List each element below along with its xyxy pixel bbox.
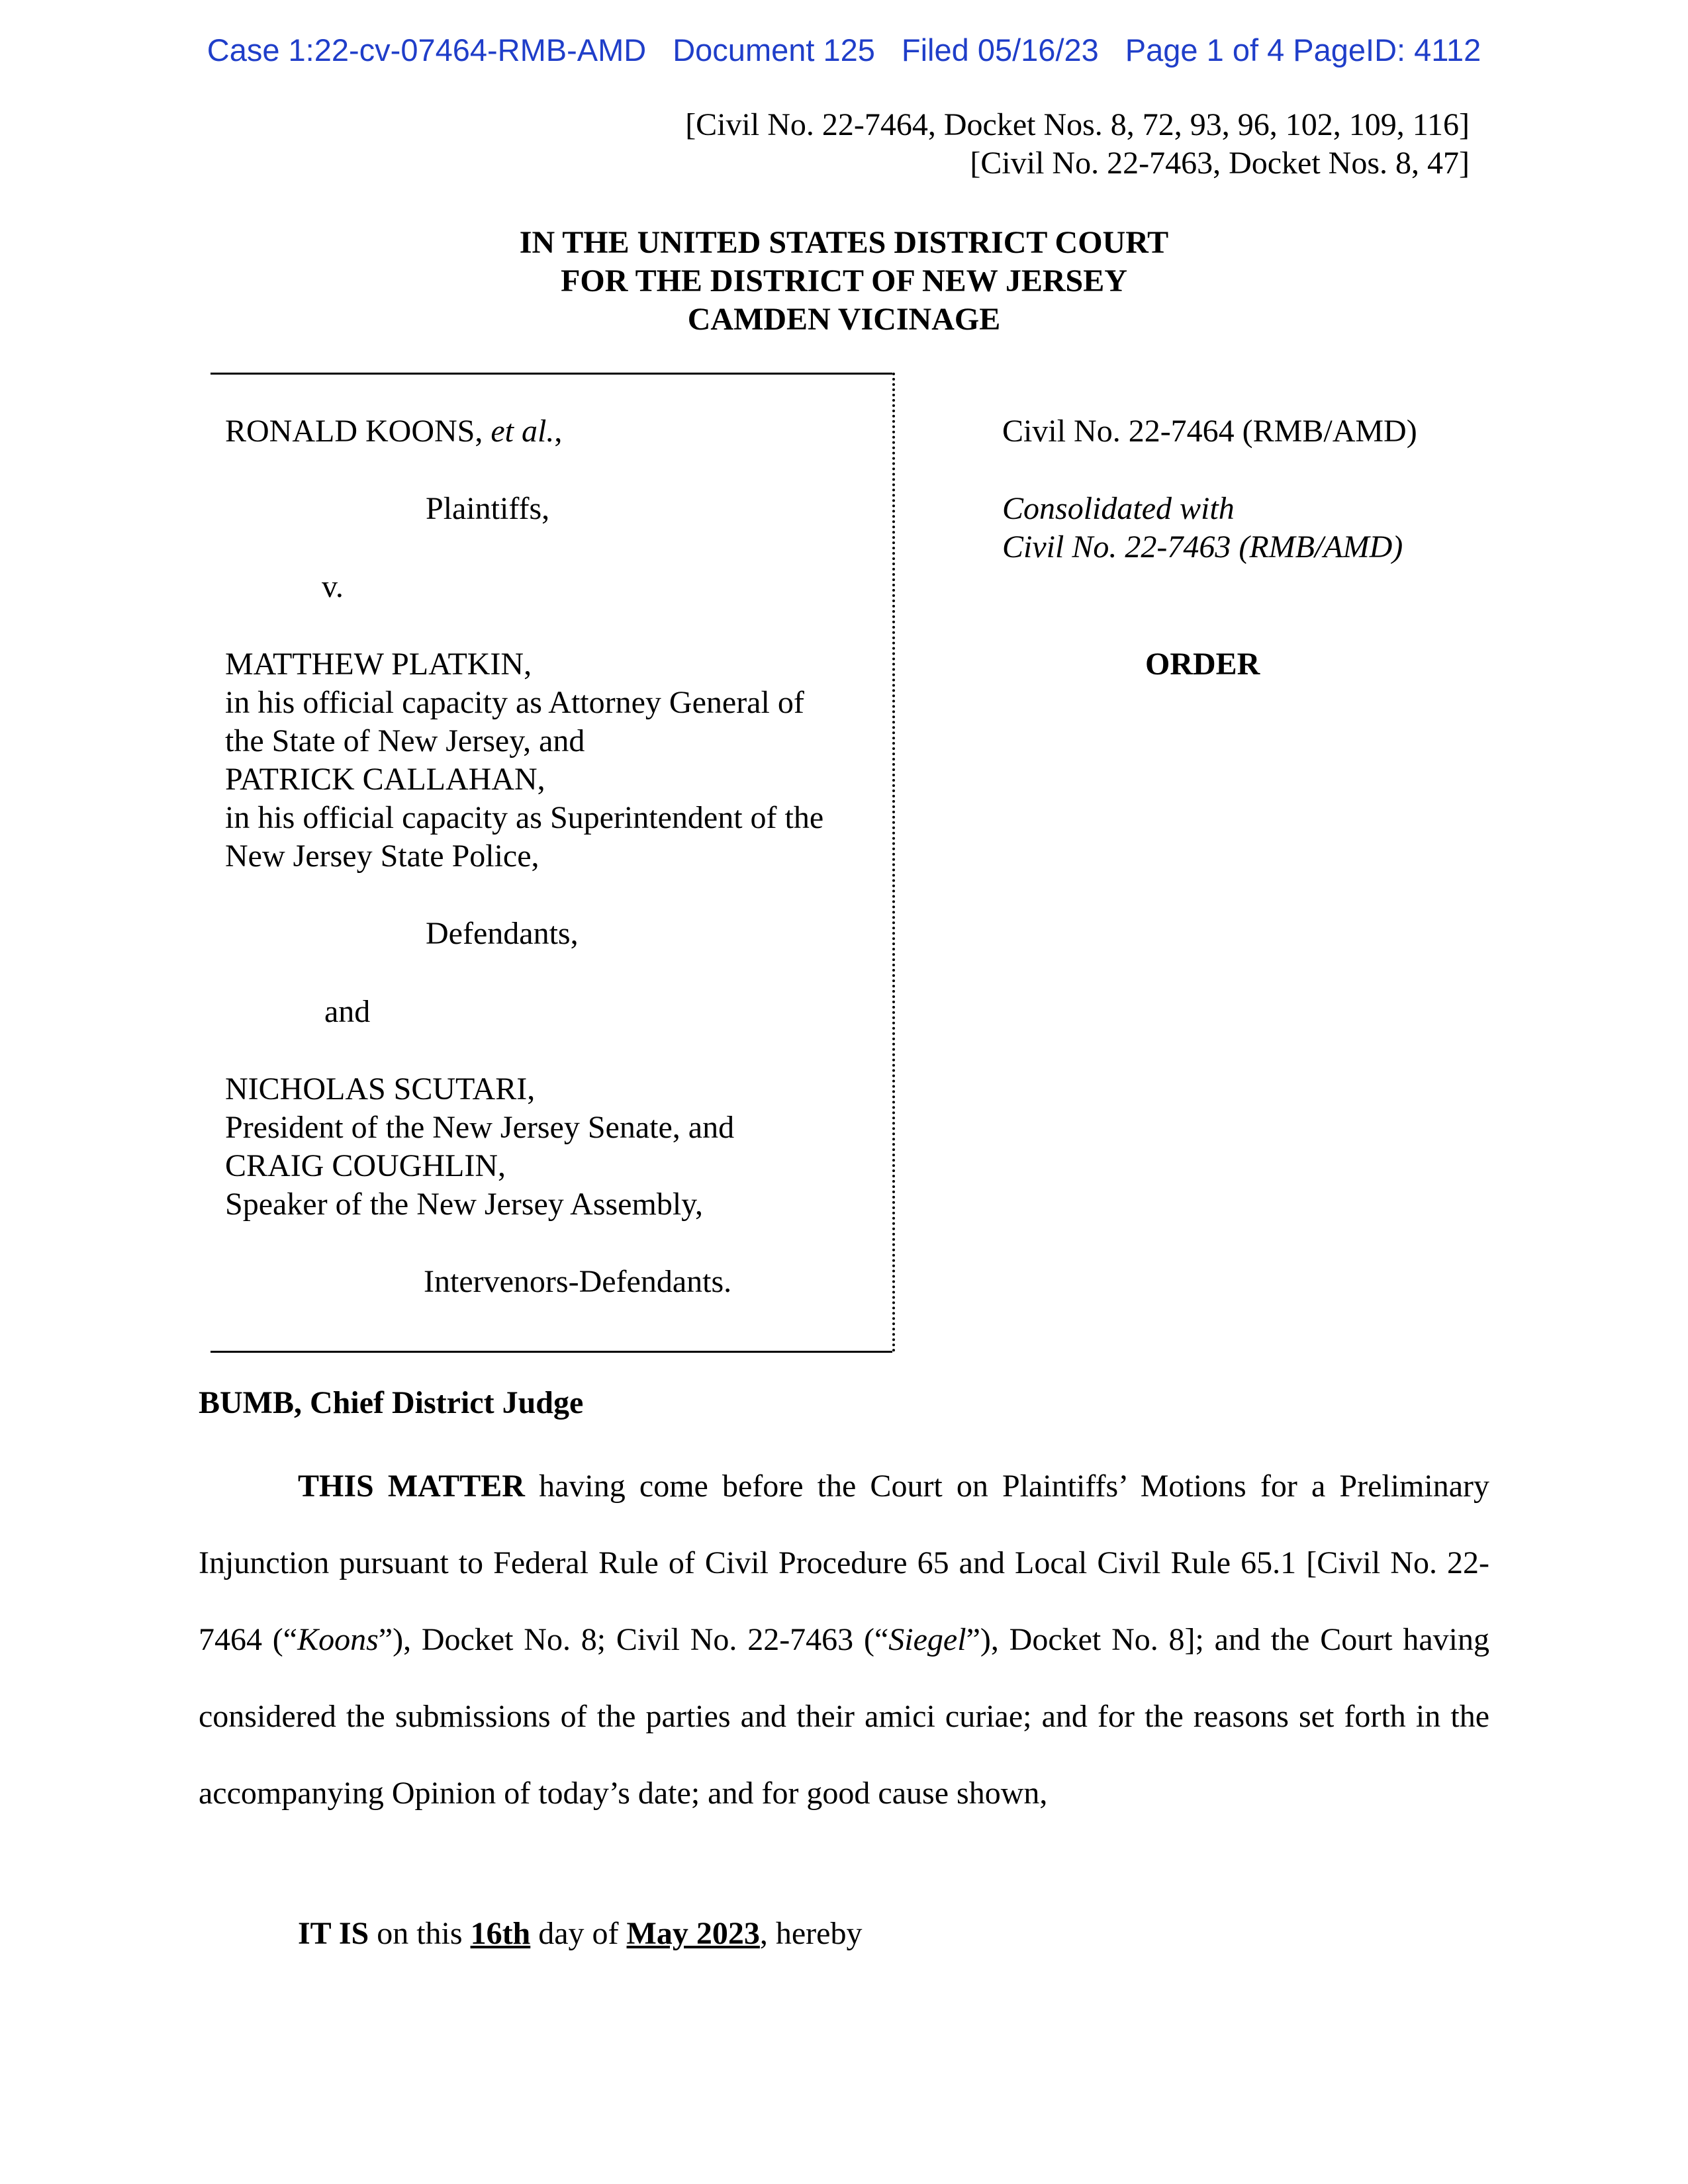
versus: v. — [322, 569, 344, 604]
consolidated-with: Consolidated with — [1002, 491, 1235, 526]
defendants-label: Defendants, — [426, 916, 579, 951]
order-month-year: May 2023 — [626, 1916, 760, 1951]
docket-ref-line: [Civil No. 22-7464, Docket Nos. 8, 72, 93, 96, 102, 109, 116] — [685, 107, 1470, 142]
intervenor-name: NICHOLAS SCUTARI, — [225, 1071, 536, 1107]
defendant-role: New Jersey State Police, — [225, 839, 539, 874]
ecf-header — [0, 32, 1688, 68]
defendant-role: in his official capacity as Attorney General of — [225, 685, 804, 720]
defendant-name: MATTHEW PLATKIN, — [225, 647, 532, 682]
plaintiff-name: RONALD KOONS, et al., — [225, 414, 563, 449]
court-caption — [0, 224, 1688, 339]
defendant-role: in his official capacity as Superintendent of the — [225, 800, 824, 835]
defendant-name: PATRICK CALLAHAN, — [225, 762, 545, 797]
judge-signature-line: BUMB, Chief District Judge — [199, 1385, 584, 1420]
intervenors-label: Intervenors-Defendants. — [424, 1264, 732, 1299]
ecf-page-info: Page 1 of 4 PageID: 4112 — [1125, 32, 1481, 68]
court-line: IN THE UNITED STATES DISTRICT COURT — [519, 225, 1169, 260]
intervenor-name: CRAIG COUGHLIN, — [225, 1148, 506, 1183]
ecf-case-number: Case 1:22-cv-07464-RMB-AMD — [207, 32, 647, 68]
order-body: THIS MATTER having come before the Court on Plaintiffs’ Motions for a Preliminary Injunction pursuant to Federal Rule of Civil Procedure 65 and Local Civil Rule 65.1 [Civil No. 22-7464 (“Koons”), Docket No. 8; Civil No. 22-7463 (“Siegel”), Docket No. 8]; and the Court having considered the submissions of the parties and their amici curiae; and for the reasons set forth in the accompanying Opinion of today’s date; and for good cause shown, — [199, 1469, 1490, 1811]
court-line: CAMDEN VICINAGE — [687, 302, 1001, 337]
docket-references — [685, 106, 1470, 183]
intervenor-role: President of the New Jersey Senate, and — [225, 1110, 735, 1145]
koons-short-name: Koons — [297, 1622, 379, 1657]
and-connector: and — [324, 994, 371, 1029]
defendant-role: the State of New Jersey, and — [225, 723, 585, 758]
this-matter-lead: THIS MATTER — [298, 1469, 525, 1504]
docket-ref-line: [Civil No. 22-7463, Docket Nos. 8, 47] — [970, 146, 1470, 181]
et-al: et al. — [491, 414, 555, 449]
order-day: 16th — [470, 1916, 531, 1951]
it-is-lead: IT IS — [298, 1916, 369, 1951]
intervenor-role: Speaker of the New Jersey Assembly, — [225, 1187, 704, 1222]
civil-number: Civil No. 22-7464 (RMB/AMD) — [1002, 414, 1417, 449]
ecf-filed-date: Filed 05/16/23 — [901, 32, 1099, 68]
consolidated-civil-number: Civil No. 22-7463 (RMB/AMD) — [1002, 529, 1403, 565]
ecf-document-number: Document 125 — [673, 32, 875, 68]
siegel-short-name: Siegel — [888, 1622, 966, 1657]
plaintiffs-label: Plaintiffs, — [426, 491, 550, 526]
order-title: ORDER — [1145, 647, 1260, 682]
it-is-line: IT IS on this 16th day of May 2023, hereby — [298, 1916, 863, 1951]
court-line: FOR THE DISTRICT OF NEW JERSEY — [561, 263, 1127, 298]
